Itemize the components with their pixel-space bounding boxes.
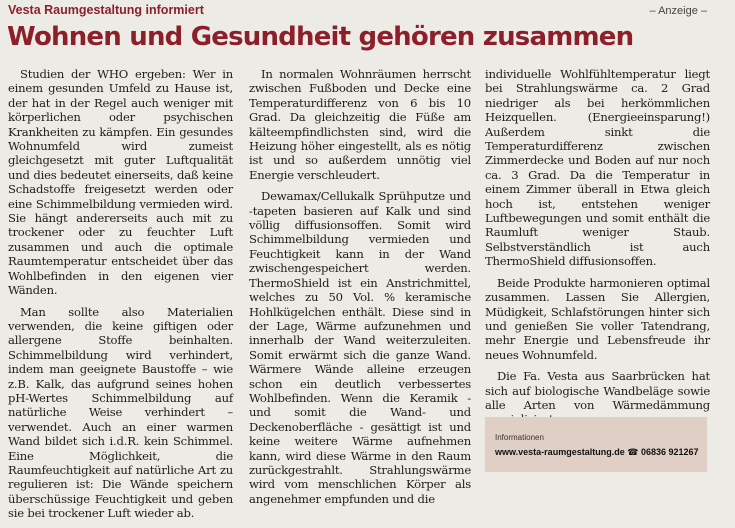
info-box <box>485 417 707 472</box>
paragraph: Studien der WHO ergeben: Wer in einem gesunden Umfeld zu Hause ist, der hat in der Regel auch weniger mit körperlichen oder psychischen Krankheiten zu kämpfen. Ein gesundes Wohnumfeld wird zumeist gleichgesetzt mit guter Luftqualität und dies bedeutet einerseits, daß keine Schadstoffe freigesetzt werden oder eine Schimmelbildung vermieden wird. Sie hängt andererseits auch mit zu trockener oder zu feuchter Luft zusammen und auch die optimale Raumtemperatur entscheidet über das Wohlbefinden in den eigenen vier Wänden. <box>8 67 233 298</box>
phone-icon: ☎ <box>627 447 639 457</box>
phone-number: 06836 921267 <box>640 447 699 457</box>
paragraph: individuelle Wohlfühltemperatur liegt bei Strahlungswärme ca. 2 Grad niedriger als bei herkömmlichen Heizquellen. (Energieeinsparung!) Außerdem sinkt die Temperaturdifferenz zwischen Zimmerdecke und Boden auf nur noch ca. 3 Grad. Da die Temperatur in einem Zimmer überall in Etwa gleich hoch ist, entstehen weniger Luftbewegungen und somit enthält die Raumluft weniger Staub. Selbstverständlich ist auch ThermoShield diffusionsoffen. <box>485 67 710 269</box>
text-column-3 <box>485 67 710 434</box>
kicker: Vesta Raumgestaltung informiert <box>8 3 204 17</box>
paragraph: Die Fa. Vesta aus Saarbrücken hat sich auf biologische Wandbeläge sowie alle Arten von Wärmedämmung <box>485 369 710 412</box>
paragraph: Man sollte also Materialien verwenden, die keine giftigen oder allergene Stoffe beinhalten. Schimmelbildung wird verhindert, indem man geeignete Baustoffe – wie z.B. Kalk, das aufgrund seines hohen pH-Wertes Schimmelbildung auf natürliche Weise verhindert – verwendet. Auch an einer warmen Wand bildet sich i.d.R. kein Schimmel. Eine Möglichkeit, die Raumfeuchtigkeit auf natürliche Art zu regulieren ist: Die Wände speichern überschüssige Feuchtigkeit und geben sie bei trockener Luft wieder ab. <box>8 304 233 521</box>
ad-tag: – Anzeige – <box>649 5 707 17</box>
website-link[interactable]: www.vesta-raumgestaltung.de <box>495 447 625 457</box>
paragraph: Dewamax/Cellukalk Sprühputze und -tapeten basieren auf Kalk und sind völlig diffusionsoffen. Somit wird Schimmelbildung vermieden und Feuchtigkeit kann in der Wand zwischengespeichert werden. ThermoShield ist ein Anstrichmittel, welches zu 50 Vol. % keramische Hohlkügelchen enthält. Diese sind in der Lage, Wärme aufzunehmen und innerhalb der Wand weiterzuleiten. Somit erwärmt sich die ganze Wand. Wärmere Wände alleine erzeugen schon ein deutlich verbessertes Wohlbefinden. Wenn die Keramik - und somit die Wand- und Deckenoberfläche - gesättigt ist und keine weitere Wärme aufnehmen kann, wird diese Wärme in den Raum zurückgestrahlt. Strahlungswärme wird vom menschlichen Körper als angenehmer empfunden und die <box>249 189 471 506</box>
info-label: Informationen <box>495 433 544 442</box>
contact-line <box>495 447 699 458</box>
text-column-2 <box>249 67 471 513</box>
paragraph: In normalen Wohnräumen herrscht zwischen Fußboden und Decke eine Temperaturdifferenz von 6 bis 10 Grad. Da gleichzeitig die Füße am kälteempfindlichsten sind, wird die Heizung höher eingestellt, als es nötig ist und so außerdem unnötig viel Energie verschleudert. <box>249 67 471 182</box>
text-column-1 <box>8 67 233 528</box>
paragraph: Beide Produkte harmonieren optimal zusammen. Lassen Sie Allergien, Müdigkeit, Schlafstörungen hinter sich und genießen Sie voller Tatendrang, mehr Energie und Lebensfreude ihr neues Wohnumfeld. <box>485 275 710 362</box>
headline: Wohnen und Gesundheit gehören zusammen <box>7 22 634 52</box>
